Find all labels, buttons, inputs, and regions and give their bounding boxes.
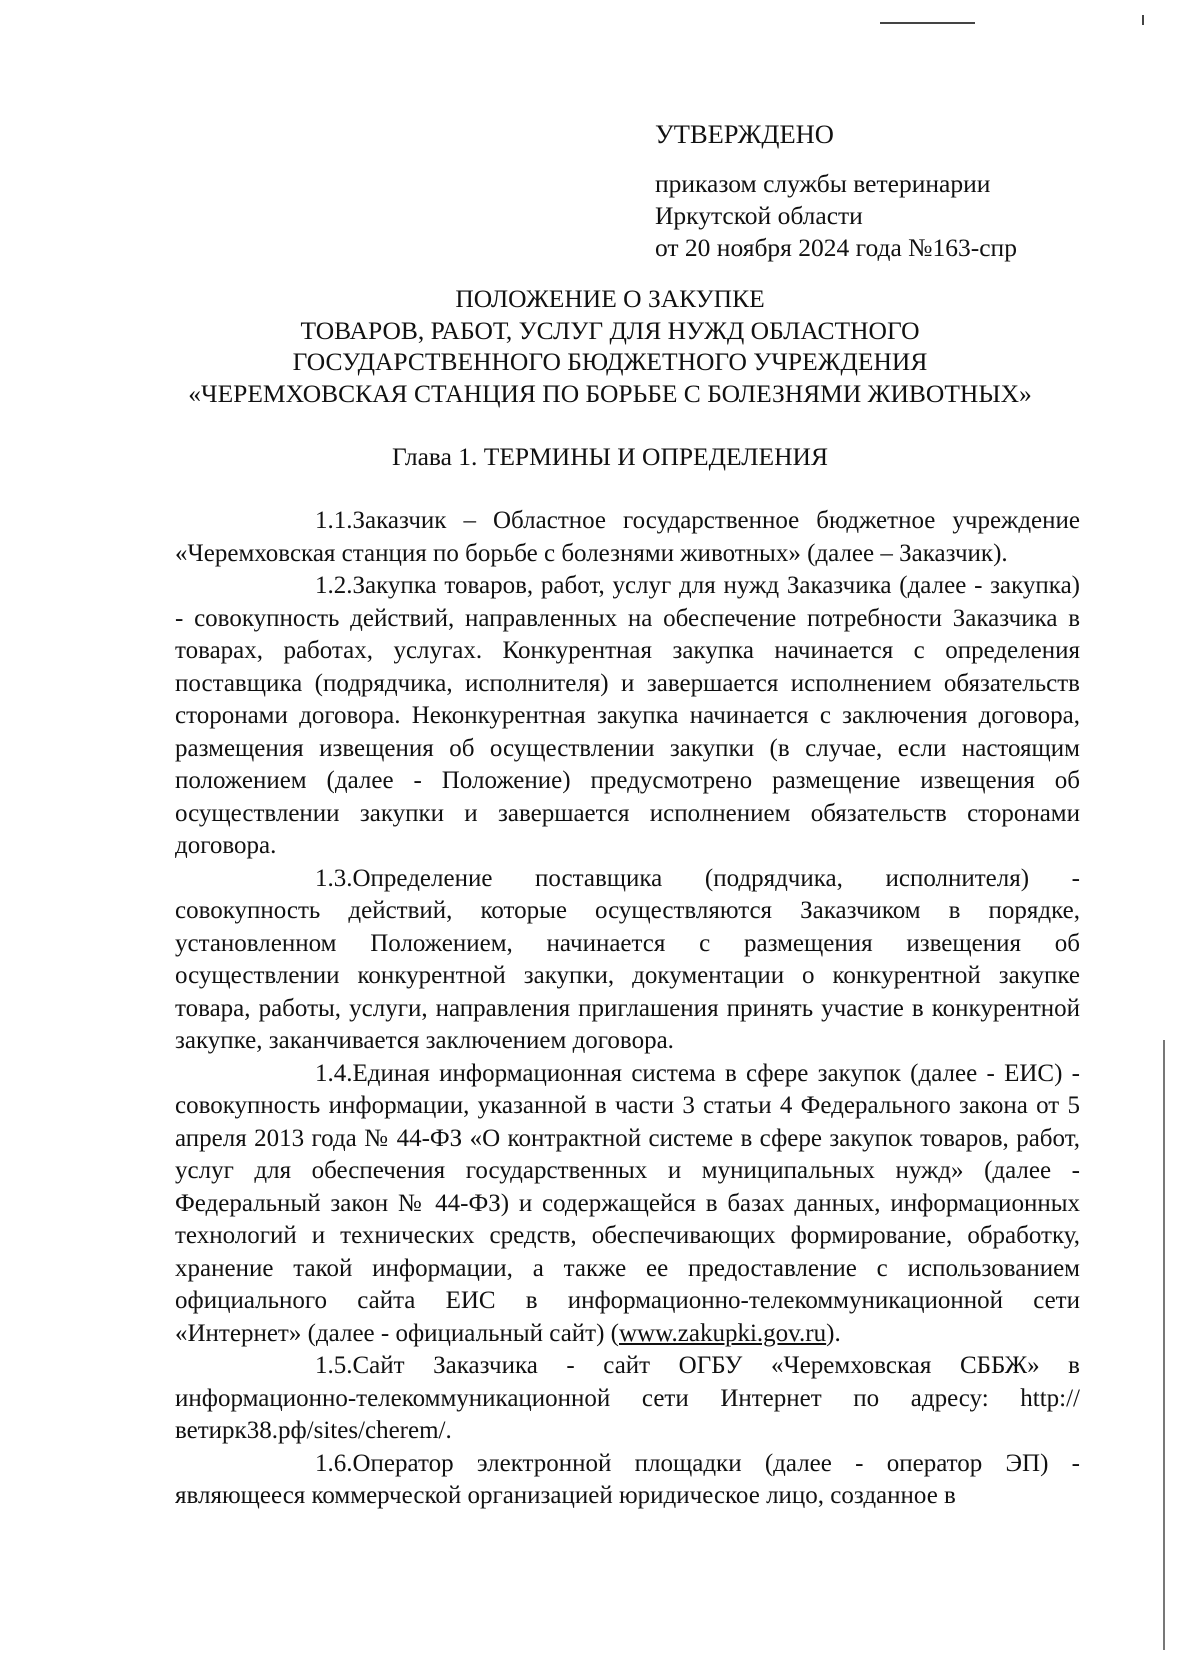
clause xyxy=(175,863,1080,1058)
scan-artifact xyxy=(880,22,975,24)
clause-text: Заказчик – Областное государственное бюджетное учреждение «Черемховская станция по борьбе с болезнями животных» (далее – Заказчик). xyxy=(175,507,1080,567)
clause-text: Единая информационная система в сфере закупок (далее - ЕИС) - совокупность информации, указанной в части 3 статьи 4 Федерального закона от 5 апреля 2013 года № 44-ФЗ «О контрактной системе в сфере закупок товаров, работ, услуг для обеспечения государственных и муниципальных нужд» (далее - Федеральный закон № 44-ФЗ) и содержащейся в базах данных, информационных технологий и технических средств, обеспечивающих формирование, обработку, хранение такой информации, а также ее предоставление с использованием официального сайта ЕИС в информационно-телекоммуникационной сети «Интернет» (далее - официальный сайт) ( xyxy=(175,1059,1080,1347)
clause-number: 1.1. xyxy=(315,507,353,534)
title-line: ГОСУДАРСТВЕННОГО БЮДЖЕТНОГО УЧРЕЖДЕНИЯ xyxy=(292,347,928,376)
title-line: «ЧЕРЕМХОВСКАЯ СТАНЦИЯ ПО БОРЬБЕ С БОЛЕЗНЯМИ ЖИВОТНЫХ» xyxy=(188,378,1032,408)
title-line: ТОВАРОВ, РАБОТ, УСЛУГ ДЛЯ НУЖД ОБЛАСТНОГО xyxy=(300,315,920,345)
scan-artifact xyxy=(1163,1040,1165,1650)
clause-number: 1.2. xyxy=(315,572,353,599)
clause xyxy=(175,1058,1080,1351)
scan-artifact xyxy=(1142,15,1144,25)
chapter-heading: Глава 1. ТЕРМИНЫ И ОПРЕДЕЛЕНИЯ xyxy=(392,442,828,471)
clause-number: 1.5. xyxy=(315,1352,353,1379)
clause-number: 1.4. xyxy=(315,1059,353,1087)
approval-line: приказом службы ветеринарии xyxy=(655,169,991,198)
clause-text: Оператор электронной площадки (далее - оператор ЭП) - являющееся коммерческой организацией юридическое лицо, созданное в xyxy=(175,1449,1080,1509)
clause-text: Определение поставщика (подрядчика, исполнителя) - совокупность действий, которые осуществляются Заказчиком в порядке, установленном Положением, начинается с размещения извещения об осуществлении конкурентной закупки, документации о конкурентной закупке товара, работы, услуги, направления приглашения принять участие в конкурентной закупке, заканчивается заключением договора. xyxy=(175,864,1080,1054)
clause xyxy=(175,505,1080,570)
approval-block xyxy=(655,118,1017,264)
approval-line: Иркутской области xyxy=(655,201,863,230)
document-title xyxy=(170,283,1050,409)
approval-heading: УТВЕРЖДЕНО xyxy=(655,119,834,149)
approval-line: от 20 ноября 2024 года №163-спр xyxy=(655,233,1017,262)
document-body xyxy=(175,505,1080,1513)
clause xyxy=(175,1350,1080,1448)
clause-text-tail: ). xyxy=(826,1319,841,1347)
clause-text: Сайт Заказчика - сайт ОГБУ «Черемховская СББЖ» в информационно-телекоммуникационной сети Интернет по адресу: http:// ветирк38.рф/sites/cherem/. xyxy=(175,1352,1080,1444)
title-line: ПОЛОЖЕНИЕ О ЗАКУПКЕ xyxy=(455,284,765,313)
clause xyxy=(175,570,1080,863)
clause-number: 1.6. xyxy=(315,1449,353,1477)
clause xyxy=(175,1448,1080,1513)
zakupki-link[interactable]: www.zakupki.gov.ru xyxy=(619,1319,827,1347)
clause-number: 1.3. xyxy=(315,864,353,892)
clause-text: Закупка товаров, работ, услуг для нужд Заказчика (далее - закупка) - совокупность действий, направленных на обеспечение потребности Заказчика в товарах, работах, услугах. Конкурентная закупка начинается с определения поставщика (подрядчика, исполнителя) и завершается исполнением обязательств сторонами договора. Неконкурентная закупка начинается с заключения договора, размещения извещения об осуществлении закупки (в случае, если настоящим положением (далее - Положение) предусмотрено размещение извещения об осуществлении закупки и завершается исполнением обязательств сторонами договора. xyxy=(175,572,1080,859)
